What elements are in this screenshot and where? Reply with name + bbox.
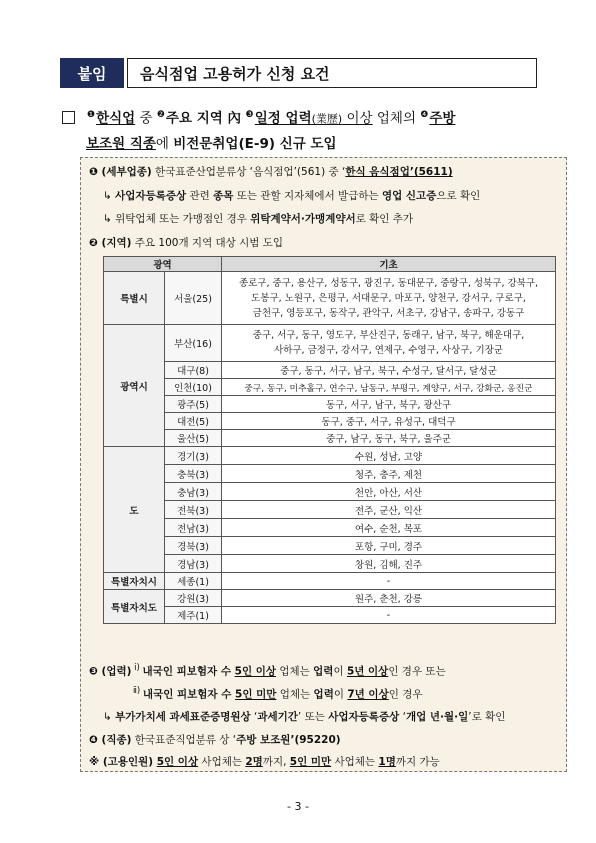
lead-text: 에: [155, 135, 174, 152]
s1-text: 관련: [186, 190, 214, 202]
jn-list: 여수, 순천, 목포: [222, 519, 556, 537]
table-row: [104, 483, 556, 501]
note-text: 사업체는: [331, 756, 379, 768]
page-title: 음식점업 고용허가 신청 요건: [127, 58, 537, 88]
s1-text: 으로 확인: [436, 190, 481, 202]
arrow-icon: ↳: [103, 711, 116, 723]
cat-special-self-city: 특별자치시: [104, 573, 165, 590]
daejeon-list: 동구, 중구, 서구, 유성구, 대덕구: [222, 413, 556, 430]
region-jeju: 제주(1): [165, 607, 222, 624]
table-row: [104, 272, 556, 325]
lead-text: 업체의: [372, 110, 421, 127]
lead-kitchen: 주방: [429, 110, 456, 127]
cat-metro: 광역시: [104, 325, 165, 447]
s3-text: 이: [333, 688, 348, 701]
note-one: 1명: [378, 756, 396, 768]
table-row: [104, 413, 556, 430]
region-gangwon: 강원(3): [165, 590, 222, 607]
s2-text: 주요 100개 지역 대상 시범 도입: [131, 237, 284, 249]
seoul-line: 금천구, 영등포구, 동작구, 관악구, 서초구, 강남구, 송파구, 강동구: [252, 307, 525, 319]
ulsan-list: 중구, 남구, 동구, 북구, 울주군: [222, 430, 556, 447]
jb-list: 전주, 군산, 익산: [222, 501, 556, 519]
region-gb: 경북(3): [165, 537, 222, 555]
region-jn: 전남(3): [165, 519, 222, 537]
s3-open-date: 개업 년·월·일: [405, 711, 469, 723]
s3-roman-2: ⅱ): [133, 686, 143, 696]
arrow-icon: ↳: [103, 190, 116, 202]
table-row: [104, 325, 556, 362]
s3-text: ‘: [399, 711, 406, 723]
region-table: [103, 256, 556, 624]
cb-list: 청주, 충주, 제천: [222, 465, 556, 483]
s3-five-years: 5년 이상: [346, 665, 389, 678]
table-row: [104, 607, 556, 624]
s1-text: 한국표준산업분류상 ‘음식점업’(561) 중 ‘: [151, 166, 346, 178]
header: [60, 58, 539, 88]
seoul-line: 종로구, 중구, 용산구, 성동구, 광진구, 동대문구, 중랑구, 성북구, 강북구,: [238, 277, 539, 289]
busan-list: [222, 325, 556, 362]
col-header-basic: 기초: [222, 257, 556, 272]
col-header-region: 광역: [104, 257, 222, 272]
lead-history: 일정 업력: [254, 110, 312, 127]
s3-line3: [103, 709, 505, 724]
busan-line: 사하구, 금정구, 강서구, 연제구, 수영구, 사상구, 기장군: [274, 345, 503, 356]
s3-text: 내국인 피보험자 수: [142, 665, 235, 678]
region-gwangju: 광주(5): [165, 396, 222, 413]
table-row: [104, 501, 556, 519]
s3-text: 인 경우 또는: [388, 665, 446, 678]
s3-text: 이: [333, 665, 347, 678]
region-daegu: 대구(8): [165, 362, 222, 379]
s1-license: 영업 신고증: [381, 190, 437, 202]
lead-paragraph: [62, 103, 552, 156]
gangwon-list: 원주, 춘천, 강릉: [222, 590, 556, 607]
table-row: [104, 573, 556, 590]
note-five-minus: 5인 미만: [289, 756, 332, 768]
lead-e9: 비전문취업(E-9) 신규 도입: [173, 135, 337, 152]
lead-hansik: 한식업: [96, 110, 136, 127]
s3-five-minus: 5인 미만: [235, 688, 277, 701]
cat-special-city: 특별시: [104, 272, 165, 325]
s1-highlight: 한식 음식점업’(5611): [345, 166, 453, 178]
region-jb: 전북(3): [165, 501, 222, 519]
s3-history: 업력: [313, 665, 334, 678]
s3-history: 업력: [313, 688, 334, 701]
daegu-list: 중구, 동구, 서구, 남구, 북구, 수성구, 달서구, 달성군: [222, 362, 556, 379]
lead-above: 이상: [342, 110, 373, 127]
table-row: [104, 430, 556, 447]
gwangju-list: 동구, 서구, 남구, 북구, 광산구: [222, 396, 556, 413]
sejong-list: -: [222, 573, 556, 590]
region-gg: 경기(3): [165, 447, 222, 465]
s4-occupation: 주방 보조원: [236, 734, 291, 746]
s3-text: ‘: [250, 711, 258, 723]
jeju-list: -: [222, 607, 556, 624]
note-text: 사업체는: [198, 756, 246, 768]
cat-do: 도: [104, 447, 165, 573]
requirements-box: [80, 157, 567, 772]
s1-text: ↳ 위탁업체 또는 가맹점인 경우: [103, 213, 251, 225]
s3-line1: [89, 663, 446, 679]
incheon-list: 중구, 동구, 미추홀구, 연수구, 남동구, 부평구, 계양구, 서구, 강화군, 옹진군: [222, 379, 556, 396]
region-sejong: 세종(1): [165, 573, 222, 590]
attachment-tag: 붙임: [60, 58, 124, 88]
busan-line: 중구, 서구, 동구, 영도구, 부산진구, 동래구, 남구, 북구, 해운대구,: [252, 330, 525, 341]
s3-line2: [133, 686, 423, 702]
s3-text: 업체는: [276, 665, 314, 678]
s3-biz-reg: 사업자등록증상: [328, 711, 400, 723]
note-text: 까지 가능: [395, 756, 440, 768]
marker-4: ❹: [420, 110, 429, 120]
s1-biz-reg: 사업자등록증상: [115, 190, 187, 202]
page-number: - 3 -: [287, 800, 309, 813]
region-incheon: 인천(10): [165, 379, 222, 396]
note-five-plus: 5인 이상: [156, 756, 199, 768]
marker-2: ❷: [156, 110, 165, 120]
s3-text: ’로 확인: [468, 711, 506, 723]
marker-1: ❶: [87, 110, 96, 120]
table-row: [104, 519, 556, 537]
table-row: [104, 555, 556, 573]
marker-3: ❸: [245, 110, 254, 120]
s1-contract: 위탁계약서·가맹계약서: [250, 213, 356, 225]
note-two: 2명: [245, 756, 263, 768]
s1-line3: [103, 211, 413, 226]
lead-region: 주요 지역 內: [165, 110, 246, 127]
s4-label: ❹ (직종): [89, 734, 132, 746]
table-row: [104, 447, 556, 465]
gn-list: 창원, 김해, 진주: [222, 555, 556, 573]
s3-period: 과세기간: [257, 711, 298, 723]
region-seoul: 서울(25): [165, 272, 222, 325]
s3-seven-years: 7년 이상: [347, 688, 389, 701]
s1-item: 종목: [213, 190, 234, 202]
s1-line1: [89, 164, 453, 179]
s4-line: [89, 732, 341, 747]
s2-line: [89, 235, 283, 250]
lead-kitchen-assistant: 보조원 직종: [86, 135, 156, 152]
region-ulsan: 울산(5): [165, 430, 222, 447]
table-row: [104, 362, 556, 379]
seoul-list: [222, 272, 556, 325]
gb-list: 포항, 구미, 경주: [222, 537, 556, 555]
region-cb: 충북(3): [165, 465, 222, 483]
s3-label: ❸ (업력): [89, 665, 132, 678]
note-label: ※ (고용인원): [89, 756, 157, 768]
s3-vat: 부가가치세 과세표준증명원상: [115, 711, 251, 723]
checkbox-square-icon: [62, 111, 75, 124]
region-gn: 경남(3): [165, 555, 222, 573]
s1-label: ❶ (세부업종): [89, 166, 152, 178]
lead-hanja: (業歷): [311, 112, 343, 126]
table-row: [104, 465, 556, 483]
table-row: [104, 590, 556, 607]
table-header-row: [104, 257, 556, 272]
note-text: 까지,: [262, 756, 290, 768]
s1-text: 로 확인 추가: [355, 213, 414, 225]
s2-label: ❷ (지역): [89, 237, 132, 249]
region-busan: 부산(16): [165, 325, 222, 362]
s4-text: 한국표준직업분류 상 ‘: [131, 734, 237, 746]
gg-list: 수원, 성남, 고양: [222, 447, 556, 465]
s3-roman-1: ⅰ): [131, 663, 143, 673]
table-row: [104, 396, 556, 413]
lead-text: 중: [135, 110, 157, 127]
s3-text: ’ 또는: [297, 711, 329, 723]
s1-line2: [103, 188, 480, 203]
seoul-line: 도봉구, 노원구, 은평구, 서대문구, 마포구, 양천구, 강서구, 구로구,: [251, 292, 526, 304]
s3-text: 업체는: [276, 688, 314, 701]
s4-code: ’(95220): [290, 734, 341, 746]
note-line: [89, 754, 440, 769]
s3-text: 내국인 피보험자 수: [142, 688, 236, 701]
table-row: [104, 537, 556, 555]
s1-text: 또는 관할 지자체에서 발급하는: [233, 190, 382, 202]
cat-special-self-do: 특별자치도: [104, 590, 165, 624]
s3-five-plus: 5인 이상: [234, 665, 277, 678]
cn-list: 천안, 아산, 서산: [222, 483, 556, 501]
region-cn: 충남(3): [165, 483, 222, 501]
s3-text: 인 경우: [388, 688, 423, 701]
region-daejeon: 대전(5): [165, 413, 222, 430]
table-row: [104, 379, 556, 396]
